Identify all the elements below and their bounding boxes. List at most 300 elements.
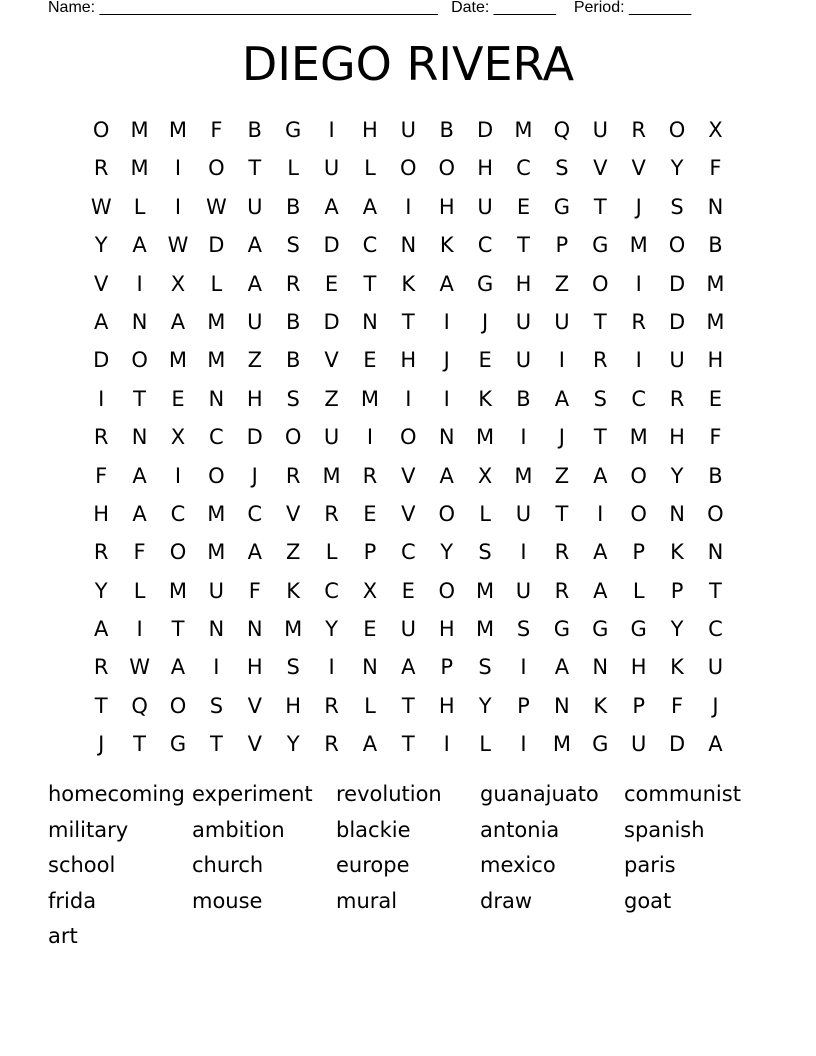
word-bank-item: frida [48, 888, 97, 913]
grid-letter[interactable]: M [207, 540, 226, 565]
grid-letter[interactable]: C [362, 233, 378, 258]
grid-letter[interactable]: I [443, 732, 450, 757]
grid-letter[interactable]: U [515, 309, 532, 334]
grid-letter[interactable]: F [709, 156, 722, 181]
grid-letter[interactable]: A [170, 309, 186, 334]
grid-letter[interactable]: O [400, 425, 417, 450]
grid-letter[interactable]: E [363, 501, 377, 526]
student-info-line [48, 0, 691, 18]
grid-letter[interactable]: T [401, 693, 415, 718]
grid-letter[interactable]: V [631, 156, 646, 181]
grid-letter[interactable]: N [131, 425, 148, 450]
grid-letter[interactable]: N [362, 309, 378, 334]
grid-letter[interactable]: P [555, 233, 569, 258]
grid-letter[interactable]: D [323, 309, 340, 334]
grid-letter[interactable]: Y [478, 693, 492, 718]
grid-letter[interactable]: V [401, 501, 416, 526]
grid-letter[interactable]: I [213, 655, 220, 680]
grid-letter[interactable]: Q [131, 693, 148, 718]
grid-letter[interactable]: O [284, 425, 302, 450]
grid-letter[interactable]: G [630, 617, 647, 642]
grid-letter[interactable]: R [324, 501, 339, 526]
grid-letter[interactable]: U [400, 118, 416, 142]
grid-letter[interactable]: N [438, 425, 455, 450]
grid-letter[interactable]: B [708, 463, 723, 488]
grid-letter[interactable]: A [94, 309, 109, 334]
grid-letter[interactable]: M [514, 118, 533, 142]
grid-letter[interactable]: N [208, 617, 225, 642]
grid-letter[interactable]: O [92, 118, 110, 142]
grid-letter[interactable]: I [520, 540, 527, 565]
grid-letter[interactable]: M [207, 348, 226, 373]
grid-letter[interactable]: M [130, 118, 149, 142]
grid-letter[interactable]: U [323, 156, 340, 181]
grid-letter[interactable]: R [285, 271, 301, 296]
grid-letter[interactable]: N [554, 693, 570, 718]
grid-letter[interactable]: R [362, 463, 378, 488]
grid-letter[interactable]: V [247, 732, 262, 757]
grid-letter[interactable]: O [668, 233, 686, 258]
grid-letter[interactable]: A [401, 655, 416, 680]
grid-letter[interactable]: T [593, 425, 607, 450]
grid-letter[interactable]: W [129, 655, 150, 680]
grid-letter[interactable]: Z [554, 271, 570, 296]
grid-letter[interactable]: O [208, 463, 225, 488]
grid-letter[interactable]: T [363, 271, 377, 296]
grid-letter[interactable]: A [247, 540, 262, 565]
grid-letter[interactable]: A [439, 463, 454, 488]
grid-letter[interactable]: I [328, 655, 335, 680]
grid-letter[interactable]: S [478, 655, 492, 680]
grid-letter[interactable]: H [438, 617, 455, 642]
grid-letter[interactable]: W [90, 194, 112, 219]
grid-letter[interactable]: P [440, 655, 454, 680]
grid-letter[interactable]: O [592, 271, 609, 296]
grid-letter[interactable]: P [632, 540, 645, 565]
grid-letter[interactable]: O [131, 348, 148, 373]
grid-letter[interactable]: I [174, 156, 182, 181]
grid-letter[interactable]: M [552, 732, 571, 757]
grid-letter[interactable]: R [324, 732, 339, 757]
grid-letter[interactable]: A [593, 578, 608, 603]
grid-letter[interactable]: I [520, 655, 527, 680]
grid-letter[interactable]: Z [285, 540, 301, 565]
grid-letter[interactable]: S [555, 156, 569, 181]
grid-letter[interactable]: S [593, 386, 607, 411]
grid-letter[interactable]: I [597, 501, 604, 526]
grid-letter[interactable]: T [94, 693, 108, 718]
grid-letter[interactable]: U [515, 501, 532, 526]
grid-letter[interactable]: G [592, 732, 609, 757]
grid-letter[interactable]: A [554, 386, 570, 411]
grid-letter[interactable]: I [98, 386, 105, 411]
grid-letter[interactable]: O [169, 540, 187, 565]
grid-letter[interactable]: Z [247, 348, 262, 373]
grid-letter[interactable]: A [593, 540, 608, 565]
grid-letter[interactable]: I [405, 194, 412, 219]
grid-letter[interactable]: A [439, 271, 454, 296]
grid-letter[interactable]: I [405, 386, 412, 411]
grid-letter[interactable]: H [246, 655, 263, 680]
grid-letter[interactable]: I [520, 425, 527, 450]
grid-letter[interactable]: M [360, 386, 379, 411]
grid-letter[interactable]: D [93, 348, 110, 373]
word-bank [48, 777, 768, 955]
grid-letter[interactable]: H [362, 118, 378, 142]
grid-letter[interactable]: G [553, 194, 571, 219]
grid-letter[interactable]: R [631, 309, 646, 334]
grid-letter[interactable]: I [136, 271, 143, 296]
grid-letter[interactable]: I [366, 425, 374, 450]
grid-letter[interactable]: M [322, 463, 341, 488]
grid-letter[interactable]: F [210, 118, 223, 142]
grid-letter[interactable]: H [93, 501, 110, 526]
grid-letter[interactable]: L [210, 271, 223, 296]
grid-letter[interactable]: V [593, 156, 608, 181]
grid-letter[interactable]: I [443, 386, 450, 411]
grid-letter[interactable]: S [209, 693, 224, 718]
grid-letter[interactable]: H [630, 655, 647, 680]
grid-letter[interactable]: I [174, 194, 182, 219]
grid-letter[interactable]: H [669, 425, 685, 450]
grid-letter[interactable]: H [438, 693, 455, 718]
grid-letter[interactable]: L [133, 578, 146, 603]
grid-letter[interactable]: T [133, 386, 146, 411]
grid-letter[interactable]: T [401, 309, 415, 334]
grid-letter[interactable]: Y [94, 578, 108, 603]
grid-letter[interactable]: N [669, 501, 685, 526]
grid-letter[interactable]: U [707, 655, 724, 680]
grid-letter[interactable]: R [93, 655, 109, 680]
grid-letter[interactable]: O [668, 118, 686, 142]
grid-letter[interactable]: E [363, 617, 377, 642]
grid-letter[interactable]: C [708, 617, 723, 642]
grid-letter[interactable]: H [285, 693, 302, 718]
grid-letter[interactable]: R [554, 578, 570, 603]
grid-letter[interactable]: U [554, 309, 570, 334]
grid-letter[interactable]: M [168, 348, 188, 373]
grid-letter[interactable]: O [400, 156, 417, 181]
grid-letter[interactable]: E [363, 348, 377, 373]
grid-letter[interactable]: M [476, 617, 495, 642]
grid-letter[interactable]: U [515, 578, 532, 603]
grid-letter[interactable]: F [671, 693, 684, 718]
grid-letter[interactable]: M [514, 463, 533, 488]
word-bank-item: guanajuato [480, 782, 599, 806]
grid-letter[interactable]: Y [286, 732, 300, 757]
grid-letter[interactable]: F [95, 463, 108, 488]
grid-letter[interactable]: M [284, 617, 303, 642]
grid-letter[interactable]: M [476, 578, 495, 603]
grid-letter[interactable]: R [631, 118, 646, 142]
grid-letter[interactable]: E [478, 348, 492, 373]
grid-letter[interactable]: T [401, 732, 415, 757]
grid-letter[interactable]: T [133, 732, 146, 757]
grid-letter[interactable]: M [168, 578, 188, 603]
grid-letter[interactable]: R [592, 348, 608, 373]
grid-letter[interactable]: C [631, 386, 646, 411]
grid-letter[interactable]: F [133, 540, 146, 565]
grid-letter[interactable]: L [632, 578, 645, 603]
grid-letter[interactable]: C [400, 540, 416, 565]
grid-letter[interactable]: U [477, 194, 493, 219]
grid-letter[interactable]: L [479, 501, 491, 526]
grid-letter[interactable]: E [401, 578, 415, 603]
grid-letter[interactable]: L [133, 194, 146, 219]
grid-letter[interactable]: C [477, 233, 493, 258]
grid-letter[interactable]: G [592, 233, 609, 258]
grid-letter[interactable]: L [364, 156, 376, 181]
grid-letter[interactable]: X [170, 271, 186, 296]
period-blank[interactable]: _______ [629, 0, 692, 16]
grid-letter[interactable]: Z [324, 386, 339, 411]
grid-letter[interactable]: M [130, 156, 149, 181]
grid-letter[interactable]: F [248, 578, 261, 603]
grid-letter[interactable]: T [555, 501, 569, 526]
grid-letter[interactable]: B [439, 118, 454, 142]
grid-letter[interactable]: U [592, 118, 608, 142]
grid-letter[interactable]: L [364, 693, 376, 718]
grid-letter[interactable]: V [247, 693, 262, 718]
grid-letter[interactable]: A [170, 655, 186, 680]
grid-letter[interactable]: G [169, 732, 187, 757]
grid-letter[interactable]: S [286, 655, 300, 680]
grid-letter[interactable]: U [669, 348, 685, 373]
grid-letter[interactable]: P [632, 693, 645, 718]
grid-letter[interactable]: T [709, 578, 722, 603]
grid-letter[interactable]: P [670, 578, 684, 603]
grid-letter[interactable]: W [205, 194, 227, 219]
grid-letter[interactable]: I [136, 617, 143, 642]
date-blank[interactable]: _______ [493, 0, 557, 16]
grid-letter[interactable]: L [479, 732, 491, 757]
grid-letter[interactable]: G [592, 617, 609, 642]
grid-letter[interactable]: T [517, 233, 530, 258]
grid-letter[interactable]: I [443, 309, 450, 334]
grid-letter[interactable]: P [517, 693, 530, 718]
grid-letter[interactable]: O [438, 578, 455, 603]
grid-letter[interactable]: C [170, 501, 186, 526]
grid-letter[interactable]: M [207, 501, 226, 526]
grid-letter[interactable]: U [247, 309, 263, 334]
grid-letter[interactable]: R [93, 425, 109, 450]
grid-letter[interactable]: S [286, 233, 300, 258]
grid-letter[interactable]: R [669, 386, 685, 411]
grid-letter[interactable]: A [132, 501, 147, 526]
grid-letter[interactable]: X [477, 463, 493, 488]
grid-letter[interactable]: C [516, 156, 531, 181]
grid-letter[interactable]: A [324, 194, 339, 219]
grid-letter[interactable]: L [287, 156, 299, 181]
grid-letter[interactable]: T [171, 617, 185, 642]
name-blank[interactable]: ______________________________________ [99, 0, 438, 16]
grid-letter[interactable]: T [593, 309, 607, 334]
grid-letter[interactable]: T [593, 194, 607, 219]
grid-letter[interactable]: X [362, 578, 378, 603]
grid-letter[interactable]: A [593, 463, 608, 488]
grid-letter[interactable]: A [247, 271, 262, 296]
grid-letter[interactable]: A [362, 732, 378, 757]
grid-letter[interactable]: H [515, 271, 532, 296]
grid-letter[interactable]: M [629, 425, 648, 450]
grid-letter[interactable]: I [635, 348, 642, 373]
grid-letter[interactable]: Y [670, 617, 684, 642]
grid-letter[interactable]: F [709, 425, 722, 450]
grid-letter[interactable]: I [558, 348, 565, 373]
grid-letter[interactable]: N [707, 194, 724, 219]
grid-letter[interactable]: C [209, 425, 224, 450]
grid-letter[interactable]: N [208, 386, 225, 411]
grid-letter[interactable]: B [285, 194, 301, 219]
grid-letter[interactable]: S [478, 540, 492, 565]
grid-letter[interactable]: B [516, 386, 531, 411]
grid-letter[interactable]: U [515, 348, 532, 373]
grid-letter[interactable]: Y [325, 617, 338, 642]
grid-letter[interactable]: B [285, 348, 301, 373]
grid-letter[interactable]: E [516, 194, 531, 219]
grid-letter[interactable]: J [482, 309, 489, 334]
grid-letter[interactable]: T [209, 732, 223, 757]
grid-letter[interactable]: O [169, 693, 187, 718]
grid-letter[interactable]: S [516, 617, 531, 642]
grid-letter[interactable]: N [246, 617, 263, 642]
grid-letter[interactable]: C [247, 501, 263, 526]
grid-letter[interactable]: G [285, 118, 302, 142]
grid-letter[interactable]: J [712, 693, 719, 718]
date-label: Date: [451, 0, 490, 16]
grid-letter[interactable]: A [94, 617, 109, 642]
grid-letter[interactable]: O [438, 156, 455, 181]
grid-letter[interactable]: B [285, 309, 301, 334]
grid-letter[interactable]: Z [554, 463, 570, 488]
grid-letter[interactable]: Y [440, 540, 454, 565]
grid-letter[interactable]: D [668, 309, 686, 334]
grid-letter[interactable]: A [554, 655, 570, 680]
grid-letter[interactable]: Y [670, 156, 684, 181]
grid-letter[interactable]: H [438, 194, 455, 219]
grid-letter[interactable]: U [208, 578, 225, 603]
grid-letter[interactable]: R [93, 156, 109, 181]
grid-letter[interactable]: V [285, 501, 301, 526]
grid-letter[interactable]: A [362, 194, 378, 219]
grid-letter[interactable]: N [400, 233, 417, 258]
grid-letter[interactable]: J [635, 194, 642, 219]
grid-letter[interactable]: J [98, 732, 105, 757]
grid-letter[interactable]: J [443, 348, 450, 373]
grid-letter[interactable]: S [286, 386, 300, 411]
grid-letter[interactable]: A [132, 233, 147, 258]
grid-letter[interactable]: I [635, 271, 642, 296]
grid-letter[interactable]: M [168, 118, 188, 142]
grid-letter[interactable]: A [247, 233, 262, 258]
grid-letter[interactable]: N [707, 540, 724, 565]
grid-letter[interactable]: T [248, 156, 262, 181]
grid-letter[interactable]: D [323, 233, 340, 258]
grid-letter[interactable]: G [553, 617, 571, 642]
grid-letter[interactable]: L [325, 540, 338, 565]
grid-letter[interactable]: R [93, 540, 109, 565]
grid-letter[interactable]: O [707, 501, 724, 526]
grid-letter[interactable]: O [630, 463, 647, 488]
grid-letter[interactable]: G [476, 271, 494, 296]
grid-letter[interactable]: H [477, 156, 493, 181]
grid-letter[interactable]: M [207, 309, 226, 334]
grid-letter[interactable]: D [668, 732, 686, 757]
grid-letter[interactable]: U [247, 194, 263, 219]
grid-letter[interactable]: I [520, 732, 527, 757]
grid-letter[interactable]: K [401, 271, 416, 296]
period-label: Period: [573, 0, 625, 16]
grid-letter[interactable]: Y [670, 463, 684, 488]
grid-letter[interactable]: U [323, 425, 340, 450]
grid-letter[interactable]: K [478, 386, 492, 411]
grid-letter[interactable]: K [593, 693, 608, 718]
grid-letter[interactable]: X [708, 118, 723, 142]
grid-letter[interactable]: E [171, 386, 185, 411]
grid-letter[interactable]: E [324, 271, 339, 296]
grid-letter[interactable]: B [247, 118, 262, 142]
grid-letter[interactable]: A [132, 463, 147, 488]
grid-letter[interactable]: H [246, 386, 263, 411]
grid-letter[interactable]: V [401, 463, 416, 488]
grid-letter[interactable]: N [131, 309, 148, 334]
grid-letter[interactable]: V [94, 271, 109, 296]
grid-letter[interactable]: U [630, 732, 647, 757]
grid-letter[interactable]: R [285, 463, 301, 488]
grid-letter[interactable]: Q [553, 118, 571, 142]
grid-letter[interactable]: X [170, 425, 186, 450]
word-bank-item: antonia [480, 817, 560, 842]
grid-letter[interactable]: K [670, 655, 684, 680]
grid-letter[interactable]: B [708, 233, 723, 258]
grid-letter[interactable]: V [324, 348, 339, 373]
grid-letter[interactable]: N [592, 655, 609, 680]
grid-letter[interactable]: H [707, 348, 724, 373]
grid-letter[interactable]: K [439, 233, 454, 258]
grid-letter[interactable]: D [246, 425, 263, 450]
grid-letter[interactable]: W [167, 233, 189, 258]
grid-letter[interactable]: A [708, 732, 723, 757]
grid-letter[interactable]: J [251, 463, 258, 488]
grid-letter[interactable]: J [558, 425, 565, 450]
grid-letter[interactable]: K [286, 578, 301, 603]
grid-letter[interactable]: C [324, 578, 339, 603]
grid-letter[interactable]: M [706, 271, 725, 296]
grid-letter[interactable]: Y [94, 233, 108, 258]
grid-letter[interactable]: N [362, 655, 378, 680]
grid-letter[interactable]: R [324, 693, 339, 718]
grid-letter[interactable]: H [400, 348, 417, 373]
grid-letter[interactable]: S [670, 194, 684, 219]
grid-letter[interactable]: M [476, 425, 495, 450]
word-bank-item: paris [624, 853, 676, 877]
grid-letter[interactable]: D [477, 118, 494, 142]
grid-letter[interactable]: M [706, 309, 725, 334]
grid-letter[interactable]: D [208, 233, 225, 258]
grid-letter[interactable]: P [363, 540, 377, 565]
grid-letter[interactable]: R [554, 540, 570, 565]
grid-letter[interactable]: D [668, 271, 686, 296]
grid-letter[interactable]: O [438, 501, 455, 526]
grid-letter[interactable]: O [208, 156, 225, 181]
grid-letter[interactable]: K [670, 540, 684, 565]
grid-letter[interactable]: O [630, 501, 647, 526]
grid-letter[interactable]: I [328, 118, 335, 142]
grid-letter[interactable]: E [708, 386, 723, 411]
grid-letter[interactable]: I [174, 463, 182, 488]
grid-letter[interactable]: M [629, 233, 648, 258]
grid-letter[interactable]: U [400, 617, 416, 642]
